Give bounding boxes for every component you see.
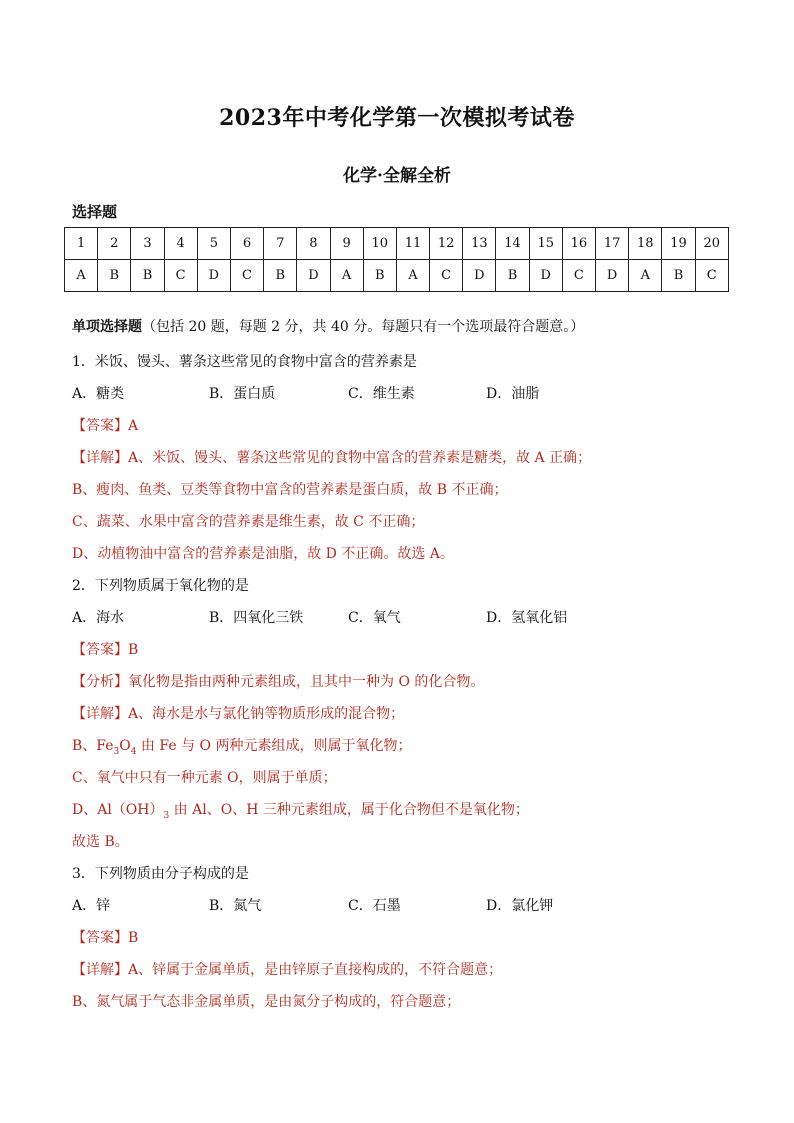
answer-table-answer-cell: B — [363, 260, 396, 292]
q2-detail-line-2 — [72, 735, 411, 757]
answer-table-number-cell: 18 — [629, 228, 662, 260]
q1-option-d: D．油脂 — [486, 386, 540, 402]
answer-table-answer-cell: A — [65, 260, 98, 292]
q3-option-a: A．锌 — [72, 898, 111, 914]
answer-table-number-cell: 17 — [596, 228, 629, 260]
answer-table-number-cell: 6 — [230, 228, 263, 260]
answer-table-number-cell: 9 — [330, 228, 363, 260]
answer-table-number-row — [65, 228, 729, 260]
answer-table-number-cell: 16 — [562, 228, 595, 260]
answer-table-answer-cell: D — [596, 260, 629, 292]
q3-answer-tag: 【答案】 — [72, 930, 128, 946]
q2-detail-2-part-b: O — [119, 738, 131, 754]
answer-table-number-cell: 4 — [164, 228, 197, 260]
q2-detail-tag: 【详解】 — [72, 706, 128, 722]
q2-detail-2-sub-2: 4 — [130, 746, 137, 757]
section-intro-rest: （包括 20 题，每题 2 分，共 40 分。每题只有一个选项最符合题意。） — [142, 319, 585, 335]
answer-table-number-cell: 5 — [197, 228, 230, 260]
q2-detail-line-1 — [72, 703, 404, 723]
q2-detail-4-part-a: D、Al（OH） — [72, 802, 164, 818]
q1-option-a: A．糖类 — [72, 386, 125, 402]
q3-detail-line-1 — [72, 959, 502, 979]
q3-option-c: C．石墨 — [348, 898, 401, 914]
section-intro — [72, 316, 584, 336]
section-intro-bold: 单项选择题 — [72, 319, 142, 335]
answer-table-answer-cell: C — [430, 260, 463, 292]
question-2-stem: 2．下列物质属于氧化物的是 — [72, 578, 249, 594]
answer-table-answer-cell: C — [230, 260, 263, 292]
answer-table-number-cell: 1 — [65, 228, 98, 260]
q1-option-c: C．维生素 — [348, 386, 415, 402]
q1-detail-text-1: A、米饭、馒头、薯条这些常见的食物中富含的营养素是糖类，故 A 正确； — [128, 450, 592, 466]
q1-detail-tag: 【详解】 — [72, 450, 128, 466]
q3-option-b: B．氮气 — [209, 898, 262, 914]
q1-detail-line-3: C、蔬菜、水果中富含的营养素是维生素，故 C 不正确； — [72, 514, 425, 530]
q2-analysis — [72, 671, 484, 691]
q2-option-a: A．海水 — [72, 610, 125, 626]
q2-detail-line-3: C、氧气中只有一种元素 O，则属于单质； — [72, 770, 337, 786]
answer-table-number-cell: 20 — [695, 228, 728, 260]
answer-table-answer-cell: B — [264, 260, 297, 292]
answer-table-answer-cell: A — [629, 260, 662, 292]
answer-table-answer-row — [65, 260, 729, 292]
q1-detail-line-4: D、动植物油中富含的营养素是油脂，故 D 不正确。故选 A。 — [72, 546, 454, 562]
q1-option-b: B．蛋白质 — [209, 386, 276, 402]
question-3-stem: 3．下列物质由分子构成的是 — [72, 866, 249, 882]
q3-detail-line-2: B、氮气属于气态非金属单质，是由氮分子构成的，符合题意； — [72, 994, 461, 1010]
answer-table-answer-cell: B — [131, 260, 164, 292]
page-subtitle: 化学·全解全析 — [343, 166, 451, 186]
q2-detail-4-sub: 3 — [163, 810, 170, 821]
q2-analysis-text: 氧化物是指由两种元素组成，且其中一种为 O 的化合物。 — [128, 674, 485, 690]
q3-option-d: D．氯化钾 — [486, 898, 554, 914]
q2-option-d: D．氢氧化铝 — [486, 610, 568, 626]
answer-table-answer-cell: B — [496, 260, 529, 292]
q2-detail-2-sub-1: 3 — [113, 746, 120, 757]
q2-detail-2-part-a: B、Fe — [72, 738, 114, 754]
q2-detail-4-part-b: 由 Al、O、H 三种元素组成，属于化合物但不是氧化物； — [169, 802, 529, 818]
q2-answer-tag: 【答案】 — [72, 642, 128, 658]
q2-answer — [72, 639, 138, 659]
q2-detail-line-4 — [72, 799, 529, 821]
question-1-stem: 1．米饭、馒头、薯条这些常见的食物中富含的营养素是 — [72, 354, 417, 370]
q2-option-c: C．氧气 — [348, 610, 401, 626]
answer-table-answer-cell: C — [695, 260, 728, 292]
answer-table-number-cell: 2 — [98, 228, 131, 260]
answer-table-number-cell: 3 — [131, 228, 164, 260]
answer-table-answer-cell: D — [529, 260, 562, 292]
q3-answer — [72, 927, 138, 947]
answer-table-answer-cell: D — [297, 260, 330, 292]
q1-detail-line-1 — [72, 447, 591, 467]
q2-conclusion: 故选 B。 — [72, 834, 129, 850]
answer-table-answer-cell: D — [463, 260, 496, 292]
q2-option-b: B．四氧化三铁 — [209, 610, 304, 626]
answer-table-number-cell: 13 — [463, 228, 496, 260]
answer-table-number-cell: 12 — [430, 228, 463, 260]
q3-detail-text-1: A、锌属于金属单质，是由锌原子直接构成的，不符合题意； — [128, 962, 503, 978]
answer-table-answer-cell: A — [396, 260, 429, 292]
q2-detail-2-part-c: 由 Fe 与 O 两种元素组成，则属于氧化物； — [136, 738, 412, 754]
page-title: 2023年中考化学第一次模拟考试卷 — [219, 105, 575, 131]
answer-table-number-cell: 15 — [529, 228, 562, 260]
q1-answer — [72, 415, 138, 435]
answer-table-number-cell: 19 — [662, 228, 695, 260]
answer-table-number-cell: 14 — [496, 228, 529, 260]
answer-table — [64, 227, 729, 292]
answer-table-answer-cell: C — [164, 260, 197, 292]
answer-table-number-cell: 8 — [297, 228, 330, 260]
q1-answer-value: A — [128, 418, 139, 434]
answer-table-number-cell: 10 — [363, 228, 396, 260]
answer-table-number-cell: 7 — [264, 228, 297, 260]
answer-table-answer-cell: B — [662, 260, 695, 292]
q3-detail-tag: 【详解】 — [72, 962, 128, 978]
q3-answer-value: B — [128, 930, 139, 946]
q2-answer-value: B — [128, 642, 139, 658]
answer-table-number-cell: 11 — [396, 228, 429, 260]
answer-table-answer-cell: D — [197, 260, 230, 292]
q2-detail-text-1: A、海水是水与氯化钠等物质形成的混合物； — [128, 706, 405, 722]
answer-table-answer-cell: B — [98, 260, 131, 292]
section-label: 选择题 — [72, 203, 118, 221]
answer-table-answer-cell: A — [330, 260, 363, 292]
q2-analysis-tag: 【分析】 — [72, 674, 128, 690]
answer-table-answer-cell: C — [562, 260, 595, 292]
q1-answer-tag: 【答案】 — [72, 418, 128, 434]
q1-detail-line-2: B、瘦肉、鱼类、豆类等食物中富含的营养素是蛋白质，故 B 不正确； — [72, 482, 508, 498]
